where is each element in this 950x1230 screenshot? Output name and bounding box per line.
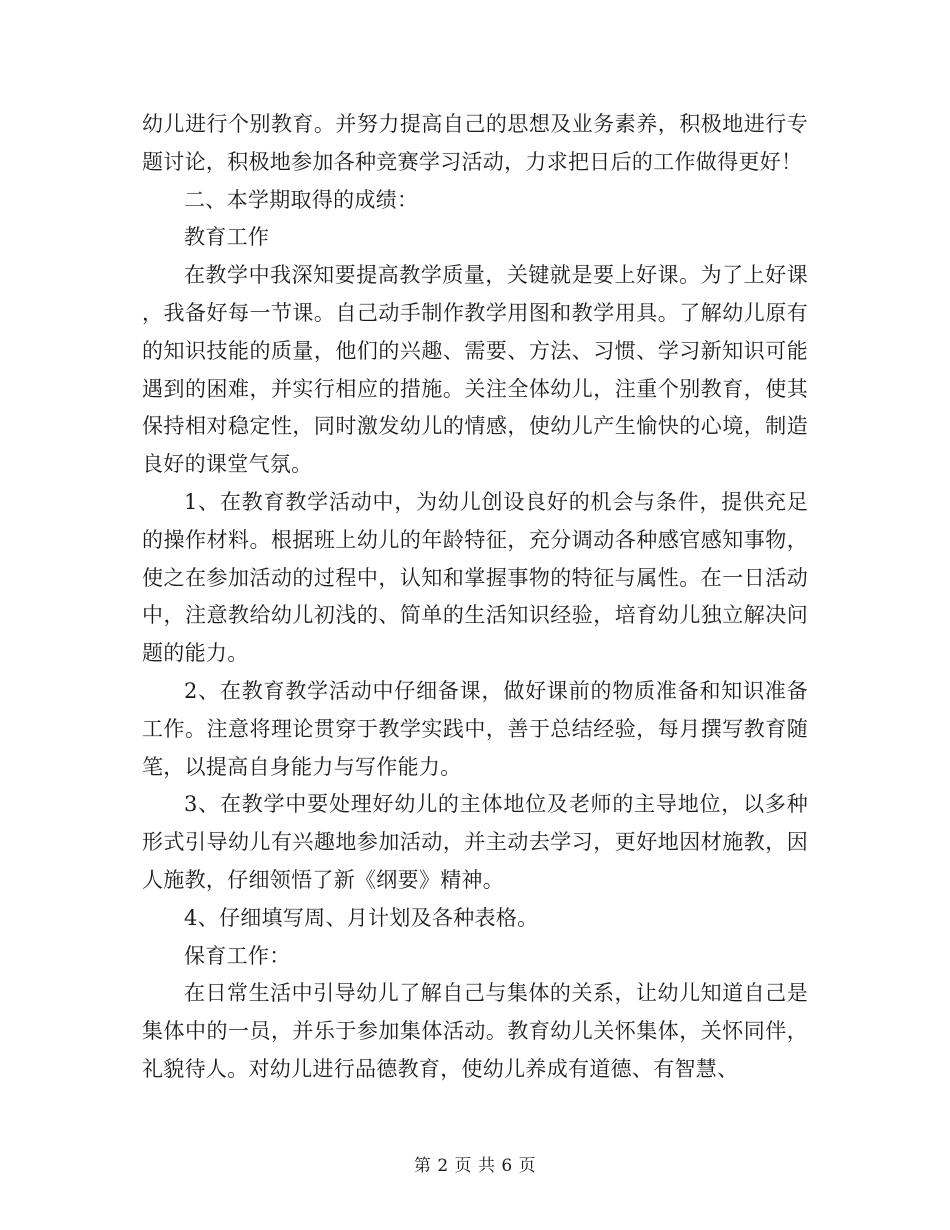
subheading-education-work: 教育工作 (184, 225, 270, 250)
paragraph-daily-life: 在日常生活中引导幼儿了解自己与集体的关系，让幼儿知道自己是集体中的一员，并乐于参加集体活动。教育幼儿关怀集体，关怀同伴，礼貌待人。对幼儿进行品德教育，使幼儿养成有道德、有智慧、 (142, 981, 808, 1081)
document-body (142, 106, 808, 1089)
paragraph-item-4: 4、仔细填写周、月计划及各种表格。 (184, 905, 539, 930)
paragraph-continuation: 幼儿进行个别教育。并努力提高自己的思想及业务素养，积极地进行专题讨论，积极地参加各种竞赛学习活动，力求把日后的工作做得更好！ (142, 112, 808, 174)
page-number-footer: 第 2 页 共 6 页 (413, 1156, 537, 1176)
paragraph-item-1: 1、在教育教学活动中，为幼儿创设良好的机会与条件，提供充足的操作材料。根据班上幼儿的年龄特征，充分调动各种感官感知事物，使之在参加活动的过程中，认知和掌握事物的特征与属性。在一日活动中，注意教给幼儿初浅的、简单的生活知识经验，培育幼儿独立解决问题的能力。 (142, 489, 808, 666)
subheading-care-work: 保育工作： (184, 943, 291, 968)
paragraph-teaching-quality: 在教学中我深知要提高教学质量，关键就是要上好课。为了上好课，我备好每一节课。自己动手制作教学用图和教学用具。了解幼儿原有的知识技能的质量，他们的兴趣、需要、方法、习惯、学习新知识可能遇到的困难，并实行相应的措施。关注全体幼儿，注重个别教育，使其保持相对稳定性，同时激发幼儿的情感，使幼儿产生愉快的心境，制造良好的课堂气氛。 (142, 263, 808, 477)
paragraph-item-3: 3、在教学中要处理好幼儿的主体地位及老师的主导地位，以多种形式引导幼儿有兴趣地参加活动，并主动去学习，更好地因材施教，因人施教，仔细领悟了新《纲要》精神。 (142, 792, 808, 892)
section-heading-achievements: 二、本学期取得的成绩： (184, 187, 419, 212)
paragraph-item-2: 2、在教育教学活动中仔细备课，做好课前的物质准备和知识准备工作。注意将理论贯穿于教学实践中，善于总结经验，每月撰写教育随笔，以提高自身能力与写作能力。 (142, 678, 808, 779)
